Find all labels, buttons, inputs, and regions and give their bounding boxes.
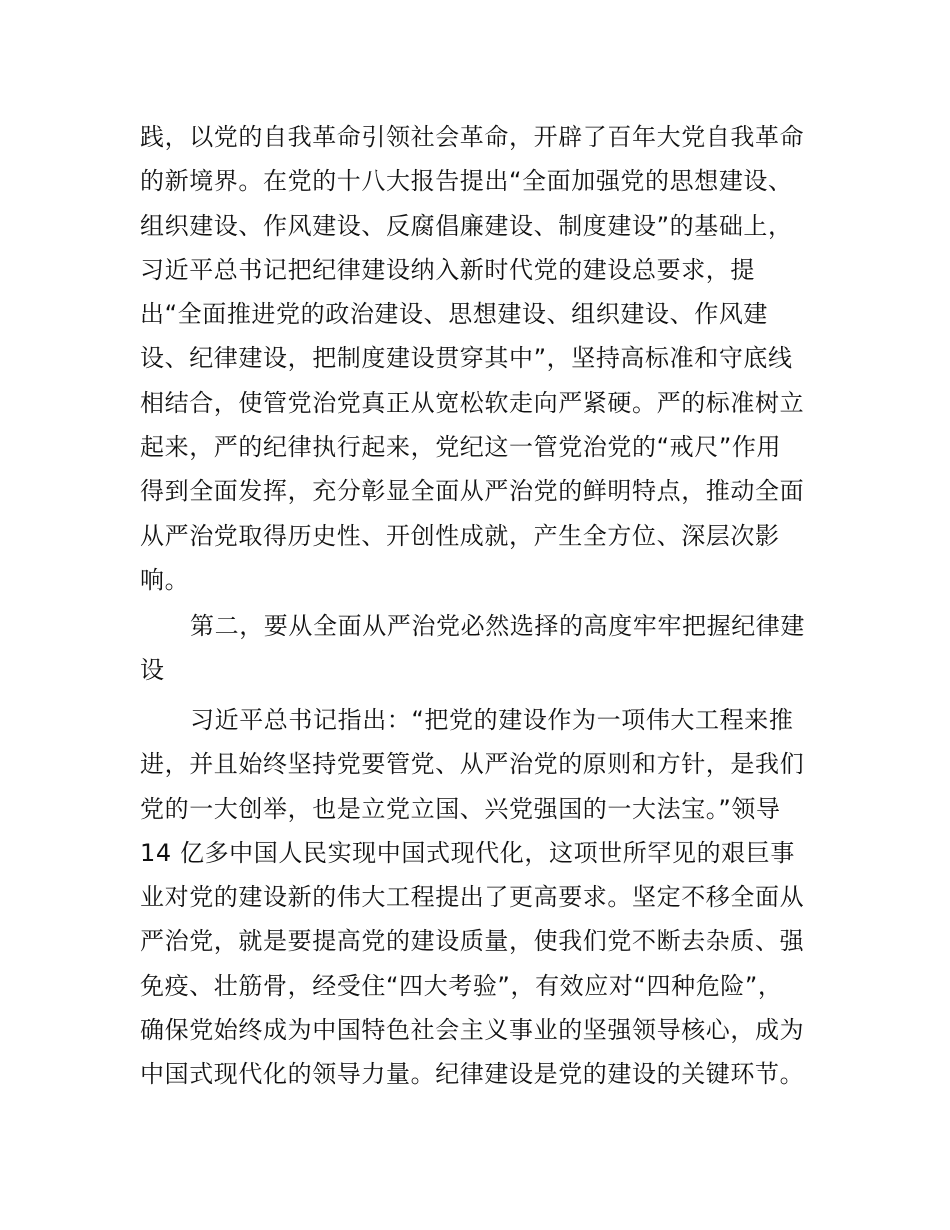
text-line: 相结合，使管党治党真正从宽松软走向严紧硬。严的标准树立 bbox=[140, 388, 805, 417]
text-line: 响。 bbox=[140, 565, 190, 594]
text-line: 14 亿多中国人民实现中国式现代化，这项世所罕见的艰巨事 bbox=[140, 838, 795, 867]
text-line: 得到全面发挥，充分彰显全面从严治党的鲜明特点，推动全面 bbox=[140, 477, 805, 506]
text-line: 严治党，就是要提高党的建设质量，使我们党不断去杂质、强 bbox=[140, 927, 805, 956]
text-line: 设、纪律建设，把制度建设贯穿其中”，坚持高标准和守底线 bbox=[140, 344, 793, 373]
text-line: 的新境界。在党的十八大报告提出“全面加强党的思想建设、 bbox=[140, 167, 793, 196]
text-line: 习近平总书记指出：“把党的建设作为一项伟大工程来推 bbox=[190, 706, 794, 734]
text-line: 党的一大创举，也是立党立国、兴党强国的一大法宝。”领导 bbox=[140, 794, 781, 823]
text-line: 践，以党的自我革命引领社会革命，开辟了百年大党自我革命 bbox=[140, 123, 805, 151]
text-line: 出“全面推进党的政治建设、思想建设、组织建设、作风建 bbox=[140, 300, 769, 329]
paragraph-2 bbox=[140, 698, 820, 1097]
text-line: 组织建设、作风建设、反腐倡廉建设、制度建设”的基础上， bbox=[140, 211, 793, 240]
text-line: 从严治党取得历史性、开创性成就，产生全方位、深层次影 bbox=[140, 521, 780, 550]
text-line: 起来，严的纪律执行起来，党纪这一管党治党的“戒尺”作用 bbox=[140, 433, 782, 462]
text-line: 免疫、壮筋骨，经受住“四大考验”，有效应对“四种危险”， bbox=[140, 971, 783, 1000]
text-line: 确保党始终成为中国特色社会主义事业的坚强领导核心，成为 bbox=[140, 1016, 805, 1045]
text-line: 中国式现代化的领导力量。纪律建设是党的建设的关键环节。 bbox=[140, 1060, 805, 1089]
paragraph-1 bbox=[140, 115, 820, 602]
heading-line: 设 bbox=[140, 656, 165, 685]
text-line: 进，并且始终坚持党要管党、从严治党的原则和方针，是我们 bbox=[140, 750, 805, 779]
text-line: 习近平总书记把纪律建设纳入新时代党的建设总要求，提 bbox=[140, 255, 755, 284]
text-line: 业对党的建设新的伟大工程提出了更高要求。坚定不移全面从 bbox=[140, 883, 805, 912]
section-heading bbox=[140, 604, 820, 693]
heading-line: 第二，要从全面从严治党必然选择的高度牢牢把握纪律建 bbox=[190, 612, 805, 640]
